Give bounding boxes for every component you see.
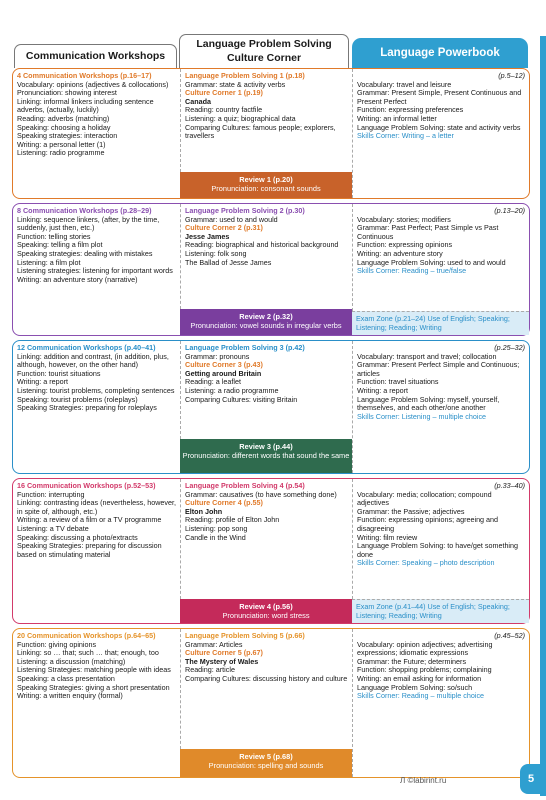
problem-solving-cell-line: Grammar: state & activity verbs xyxy=(185,79,286,89)
communication-workshops-cell-line: Linking: contrasting ideas (nevertheless, however, in spite of, although, etc.) xyxy=(17,498,177,516)
header-language-problem-solving xyxy=(179,34,349,68)
problem-solving-cell-line: Language Problem Solving 3 (p.42) xyxy=(185,343,305,352)
communication-workshops-cell-line: Listening strategies: listening for important words xyxy=(17,266,173,276)
powerbook-cell-line: Skills Corner: Reading – multiple choice xyxy=(357,691,485,701)
problem-solving-cell xyxy=(180,204,352,309)
problem-solving-cell-line: Culture Corner 4 (p.55) xyxy=(185,498,263,508)
review-title: Review 2 (p.32) xyxy=(239,312,293,321)
problem-solving-cell-line: Jesse James xyxy=(185,231,230,241)
communication-workshops-cell-line: Listening: tourist problems, completing sentences xyxy=(17,385,175,395)
watermark: Л ©labirint.ru xyxy=(400,776,447,785)
exam-zone-box xyxy=(352,599,529,623)
powerbook-cell-line: Grammar: Present Simple, Present Continuous and Present Perfect xyxy=(357,88,522,106)
problem-solving-cell-line: The Ballad of Jesse James xyxy=(185,257,272,267)
powerbook-cell-line: (p.5–12) xyxy=(498,71,525,80)
powerbook-cell-line: (p.45–52) xyxy=(494,631,525,640)
header-col2-line2: Culture Corner xyxy=(226,51,302,64)
communication-workshops-cell-line: Speaking: telling a film plot xyxy=(17,240,103,250)
powerbook-cell-line: Writing: an adventure story xyxy=(357,248,443,258)
problem-solving-cell-line: Grammar: causatives (to have something done) xyxy=(185,489,337,499)
problem-solving-cell-line: The Mystery of Wales xyxy=(185,656,259,666)
powerbook-cell xyxy=(352,479,529,599)
communication-workshops-cell-line: Speaking strategies: dealing with mistakes xyxy=(17,248,153,258)
problem-solving-cell-line: Grammar: pronouns xyxy=(185,351,250,361)
problem-solving-cell-line: Grammar: used to and would xyxy=(185,214,278,224)
unit-row-5 xyxy=(12,628,530,778)
communication-workshops-cell-line: Reading: adverbs (matching) xyxy=(17,113,110,123)
communication-workshops-cell xyxy=(13,341,180,473)
problem-solving-cell xyxy=(180,341,352,439)
communication-workshops-cell-line: Writing: a personal letter (1) xyxy=(17,139,106,149)
communication-workshops-cell-line: Speaking: a class presentation xyxy=(17,673,115,683)
communication-workshops-cell-line: Writing: an adventure story (narrative) xyxy=(17,274,138,284)
powerbook-cell-line: (p.25–32) xyxy=(494,343,525,352)
powerbook-cell-line: Function: expressing opinions xyxy=(357,240,453,250)
problem-solving-cell-line: Culture Corner 2 (p.31) xyxy=(185,223,263,233)
communication-workshops-cell-line: Function: tourist situations xyxy=(17,368,101,378)
powerbook-cell-line: Language Problem Solving: used to and would xyxy=(357,257,506,267)
powerbook-cell-line: Skills Corner: Writing – a letter xyxy=(357,131,454,141)
review-bar xyxy=(180,749,352,777)
review-title: Review 1 (p.20) xyxy=(239,175,293,184)
powerbook-cell xyxy=(352,341,529,473)
powerbook-cell-line: Language Problem Solving: so/such xyxy=(357,682,473,692)
powerbook-cell-line: (p.13–20) xyxy=(494,206,525,215)
problem-solving-cell-line: Canada xyxy=(185,96,211,106)
problem-solving-cell-line: Grammar: Articles xyxy=(185,639,243,649)
header-communication-workshops xyxy=(14,44,177,68)
unit-row-3 xyxy=(12,340,530,474)
problem-solving-cell xyxy=(180,69,352,172)
communication-workshops-cell-line: Linking: addition and contrast, (in addition, plus, although, however, on the other hand) xyxy=(17,351,169,370)
communication-workshops-cell-line: Vocabulary: opinions (adjectives & collocations) xyxy=(17,79,169,89)
powerbook-cell-line: Language Problem Solving: myself, yourself, themselves, and each other/one another xyxy=(357,394,500,413)
communication-workshops-cell xyxy=(13,204,180,335)
exam-zone-box xyxy=(352,311,529,335)
review-pronunciation: Pronunciation: consonant sounds xyxy=(211,184,321,193)
communication-workshops-cell-line: Listening: a TV debate xyxy=(17,523,89,533)
powerbook-cell-line: Function: expressing opinions; agreeing and disagreeing xyxy=(357,515,499,533)
review-bar xyxy=(180,599,352,623)
communication-workshops-cell-line: Speaking Strategies: preparing for discussion based on stimulating material xyxy=(17,541,162,559)
exam-zone-text: Exam Zone (p.21–24) Use of English; Speaking; Listening; Reading; Writing xyxy=(356,314,510,332)
problem-solving-cell-line: Reading: biographical and historical background xyxy=(185,240,339,250)
powerbook-cell-line: Vocabulary: transport and travel; collocation xyxy=(357,351,497,361)
problem-solving-cell-line: Language Problem Solving 2 (p.30) xyxy=(185,206,305,215)
powerbook-cell-line: Skills Corner: Listening – multiple choice xyxy=(357,411,487,421)
header-col1-label: Communication Workshops xyxy=(25,49,166,62)
communication-workshops-cell-line: Linking: informal linkers including sentence adverbs, (actually, luckily) xyxy=(17,96,154,115)
communication-workshops-cell-line: Function: giving opinions xyxy=(17,639,97,649)
problem-solving-cell-line: Reading: profile of Elton John xyxy=(185,515,280,525)
powerbook-cell-line: Language Problem Solving: state and activity verbs xyxy=(357,122,521,132)
communication-workshops-cell-line: Function: interrupting xyxy=(17,489,85,499)
review-pronunciation: Pronunciation: word stress xyxy=(222,611,310,620)
powerbook-cell xyxy=(352,69,529,198)
problem-solving-cell-line: Language Problem Solving 4 (p.54) xyxy=(185,481,305,490)
communication-workshops-cell-line: 8 Communication Workshops (p.28–29) xyxy=(17,206,152,215)
powerbook-cell-line: Vocabulary: travel and leisure xyxy=(357,79,452,89)
communication-workshops-cell-line: Pronunciation: showing interest xyxy=(17,88,117,98)
problem-solving-cell-line: Getting around Britain xyxy=(185,368,262,378)
header-language-powerbook xyxy=(352,38,528,68)
review-title: Review 4 (p.56) xyxy=(239,602,293,611)
powerbook-cell-line: Grammar: the Passive; adjectives xyxy=(357,506,465,516)
review-title: Review 3 (p.44) xyxy=(239,442,293,451)
powerbook-cell xyxy=(352,629,529,777)
powerbook-cell-line: Grammar: Present Perfect Simple and Continuous; articles xyxy=(357,360,520,378)
header-col3-label: Language Powerbook xyxy=(380,46,500,59)
powerbook-cell-line: Function: expressing preferences xyxy=(357,105,464,115)
problem-solving-cell-line: Culture Corner 1 (p.19) xyxy=(185,88,263,98)
communication-workshops-cell-line: 16 Communication Workshops (p.52–53) xyxy=(17,481,156,490)
unit-row-2 xyxy=(12,203,530,336)
powerbook-cell-line: Skills Corner: Speaking – photo description xyxy=(357,558,495,568)
communication-workshops-cell-line: Listening: a discussion (matching) xyxy=(17,656,126,666)
problem-solving-cell xyxy=(180,629,352,749)
communication-workshops-cell-line: Writing: a report xyxy=(17,377,68,387)
exam-zone-text: Exam Zone (p.41–44) Use of English; Speaking; Listening; Reading; Writing xyxy=(356,602,510,620)
problem-solving-cell-line: Comparing Cultures: famous people; explorers, travellers xyxy=(185,122,336,141)
communication-workshops-cell-line: Writing: a written enquiry (formal) xyxy=(17,691,123,701)
communication-workshops-cell-line: Listening Strategies: matching people with ideas xyxy=(17,665,171,675)
review-title: Review 5 (p.68) xyxy=(239,752,293,761)
problem-solving-cell-line: Culture Corner 5 (p.67) xyxy=(185,648,263,658)
communication-workshops-cell-line: 12 Communication Workshops (p.40–41) xyxy=(17,343,156,352)
communication-workshops-cell-line: Speaking: tourist problems (roleplays) xyxy=(17,394,138,404)
review-pronunciation: Pronunciation: spelling and sounds xyxy=(208,761,324,770)
problem-solving-cell xyxy=(180,479,352,599)
powerbook-cell-line: Function: shopping problems; complaining xyxy=(357,665,492,675)
powerbook-cell-line: Grammar: Past Perfect; Past Simple vs Past Continuous xyxy=(357,223,499,241)
powerbook-cell-line: Writing: a report xyxy=(357,385,408,395)
communication-workshops-cell xyxy=(13,629,180,777)
problem-solving-cell-line: Listening: a quiz; biographical data xyxy=(185,113,296,123)
communication-workshops-cell-line: Linking: sequence linkers, (after, by the time, suddenly, just then, etc.) xyxy=(17,214,160,233)
communication-workshops-cell xyxy=(13,479,180,623)
communication-workshops-cell-line: 4 Communication Workshops (p.16–17) xyxy=(17,71,152,80)
communication-workshops-cell-line: Speaking: choosing a holiday xyxy=(17,122,111,132)
communication-workshops-cell-line: Listening: a film plot xyxy=(17,257,81,267)
powerbook-cell-line: Vocabulary: stories; modifiers xyxy=(357,214,451,224)
powerbook-cell-line: Language Problem Solving: to have/get something done xyxy=(357,541,519,559)
problem-solving-cell-line: Reading: article xyxy=(185,665,235,675)
powerbook-cell-line: Skills Corner: Reading – true/false xyxy=(357,266,467,276)
powerbook-cell xyxy=(352,204,529,311)
powerbook-cell-line: Writing: film review xyxy=(357,532,418,542)
problem-solving-cell-line: Culture Corner 3 (p.43) xyxy=(185,360,263,370)
review-bar xyxy=(180,309,352,335)
problem-solving-cell-line: Reading: country factfile xyxy=(185,105,263,115)
page-edge-stripe xyxy=(540,36,546,796)
communication-workshops-cell-line: Speaking Strategies: giving a short presentation xyxy=(17,682,170,692)
communication-workshops-cell-line: Linking: so … that; such … that; enough, too xyxy=(17,648,159,658)
problem-solving-cell-line: Candle in the Wind xyxy=(185,532,246,542)
review-pronunciation: Pronunciation: different words that sound the same xyxy=(182,451,350,460)
powerbook-cell-line: Writing: an email asking for information xyxy=(357,673,482,683)
problem-solving-cell-line: Language Problem Solving 5 (p.66) xyxy=(185,631,305,640)
powerbook-cell-line: Function: travel situations xyxy=(357,377,439,387)
powerbook-cell-line: Writing: an informal letter xyxy=(357,113,437,123)
problem-solving-cell-line: Elton John xyxy=(185,506,223,516)
page-number: 5 xyxy=(520,764,542,794)
problem-solving-cell-line: Listening: pop song xyxy=(185,523,248,533)
communication-workshops-cell-line: Listening: radio programme xyxy=(17,148,105,158)
powerbook-cell-line: Vocabulary: opinion adjectives; advertising expressions; idiomatic expressions xyxy=(357,639,493,658)
problem-solving-cell-line: Comparing Cultures: discussing history and culture xyxy=(185,673,348,683)
communication-workshops-cell-line: Speaking strategies: interaction xyxy=(17,131,118,141)
powerbook-cell-line: Vocabulary: media; collocation; compound adjectives xyxy=(357,489,492,508)
problem-solving-cell-line: Comparing Cultures: visiting Britain xyxy=(185,394,298,404)
review-bar xyxy=(180,172,352,198)
communication-workshops-cell-line: Speaking Strategies: preparing for roleplays xyxy=(17,403,157,413)
powerbook-cell-line: (p.33–40) xyxy=(494,481,525,490)
problem-solving-cell-line: Reading: a leaflet xyxy=(185,377,241,387)
communication-workshops-cell-line: Writing: a review of a film or a TV programme xyxy=(17,515,162,525)
unit-row-4 xyxy=(12,478,530,624)
communication-workshops-cell-line: Speaking: discussing a photo/extracts xyxy=(17,532,138,542)
review-pronunciation: Pronunciation: vowel sounds in irregular verbs xyxy=(190,321,342,330)
powerbook-cell-line: Grammar: the Future; determiners xyxy=(357,656,467,666)
header-col2-line1: Language Problem Solving xyxy=(196,38,332,51)
problem-solving-cell-line: Language Problem Solving 1 (p.18) xyxy=(185,71,305,80)
communication-workshops-cell-line: 20 Communication Workshops (p.64–65) xyxy=(17,631,156,640)
problem-solving-cell-line: Listening: a radio programme xyxy=(185,385,279,395)
problem-solving-cell-line: Listening: folk song xyxy=(185,248,247,258)
communication-workshops-cell xyxy=(13,69,180,198)
unit-row-1 xyxy=(12,68,530,199)
review-bar xyxy=(180,439,352,473)
communication-workshops-cell-line: Function: telling stories xyxy=(17,231,91,241)
